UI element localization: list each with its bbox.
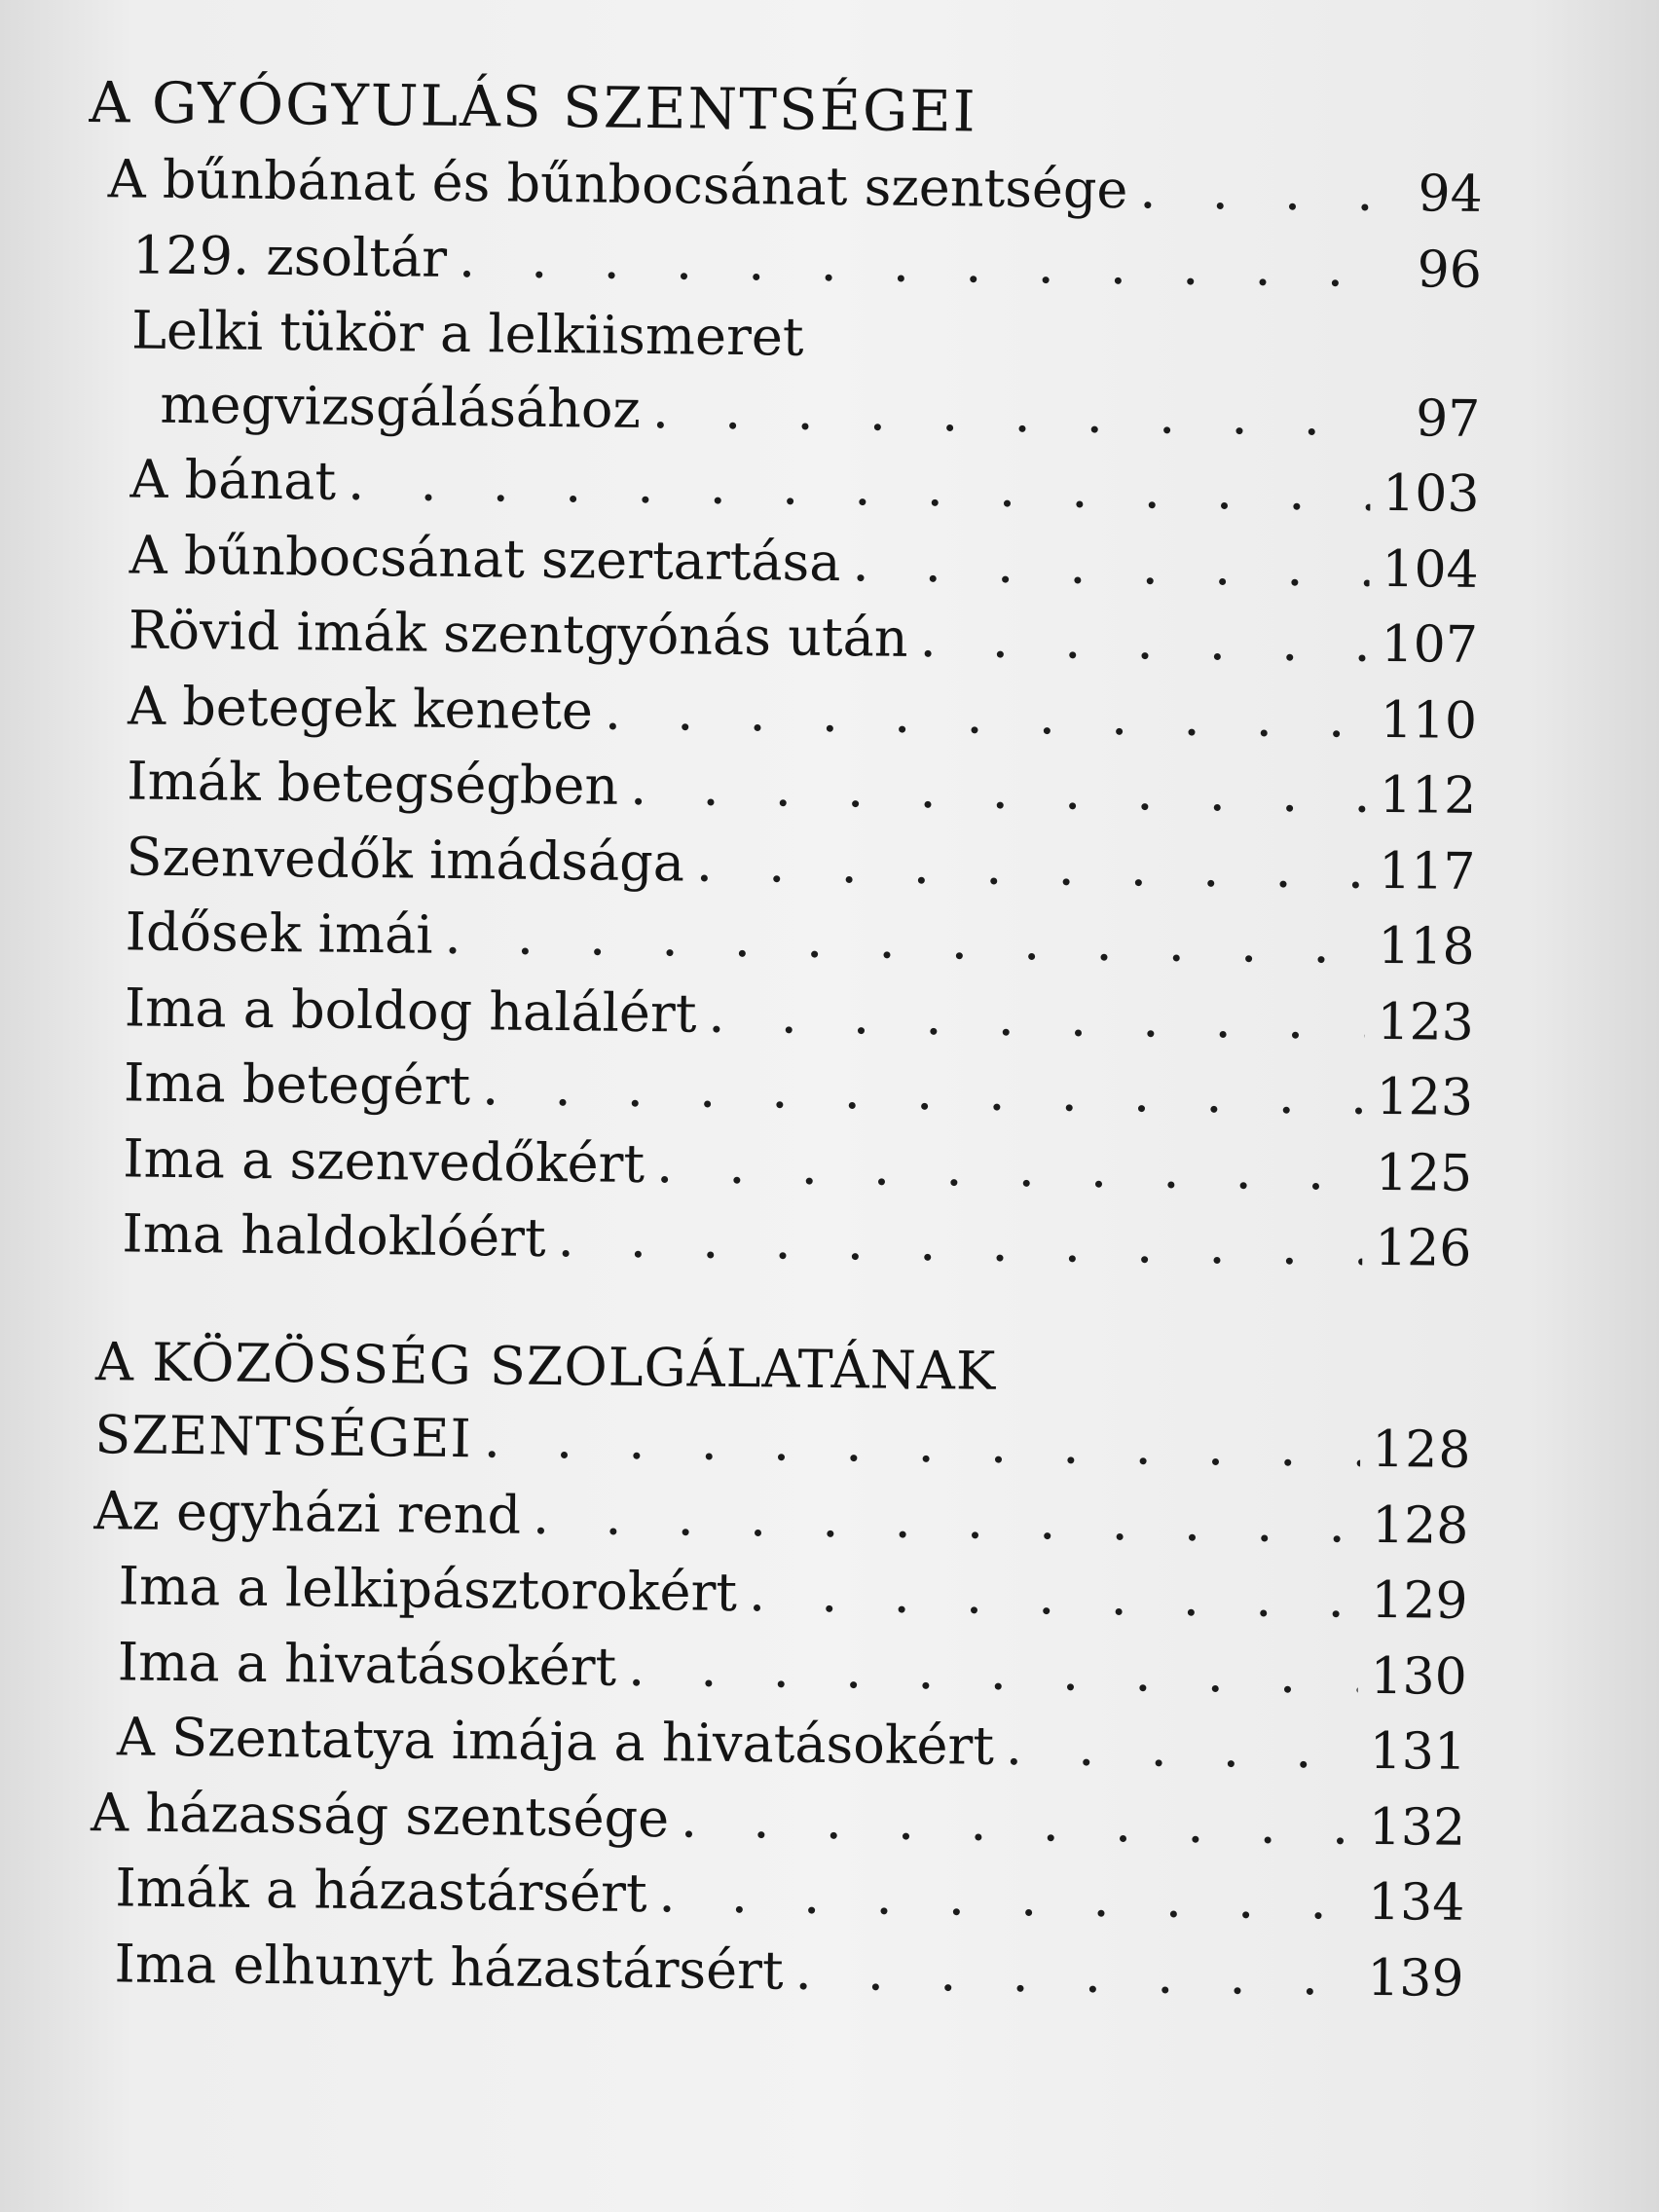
toc-entry	[73, 1549, 1468, 1639]
toc-entry-label: Imák a házastársért	[115, 1857, 647, 1925]
dot-leader	[696, 826, 1367, 906]
dot-leader	[681, 1782, 1357, 1862]
toc-entry	[83, 668, 1478, 757]
toc-entry-label: Ima betegért	[123, 1051, 471, 1118]
toc-entry-label: Ima a szenvedőkért	[122, 1126, 645, 1195]
toc-entry	[69, 1926, 1464, 2015]
toc-entry-label: A bűnbánat és bűnbocsánat szentsége	[107, 148, 1128, 221]
toc-entry-label: A bűnbocsánat szertartása	[129, 523, 841, 593]
toc-entry-label: Ima a lelkipásztorokért	[118, 1555, 738, 1624]
toc-page-number: 129	[1371, 1570, 1468, 1631]
dot-leader	[444, 899, 1366, 981]
dot-leader	[794, 1934, 1355, 2013]
dot-leader	[852, 526, 1370, 605]
toc-entry-label: Ima haldoklóért	[122, 1202, 546, 1269]
toc-entry-label: 129. zsoltár	[131, 223, 448, 289]
toc-page-number: 117	[1378, 841, 1476, 902]
toc-page-number: 132	[1368, 1797, 1466, 1858]
section-title-healing-sacraments: A GYÓGYULÁS SZENTSÉGEI	[89, 68, 977, 145]
toc-entry	[72, 1700, 1467, 1789]
dot-leader	[605, 674, 1369, 756]
toc-page-number: 107	[1381, 614, 1479, 675]
dot-leader	[919, 602, 1369, 680]
toc-entry	[72, 1624, 1467, 1714]
dot-leader	[483, 1402, 1360, 1485]
toc-entry	[77, 1197, 1472, 1286]
toc-entry	[79, 970, 1474, 1059]
dot-leader	[708, 977, 1365, 1057]
toc-page-number: 110	[1380, 690, 1478, 751]
dot-leader	[656, 1127, 1364, 1208]
toc-entry	[81, 819, 1476, 908]
dot-leader	[1139, 153, 1374, 229]
dot-leader	[557, 1201, 1363, 1283]
toc-page-number: 125	[1375, 1143, 1473, 1203]
toc-page-number: 96	[1417, 240, 1483, 300]
toc-page-number: 94	[1418, 165, 1484, 224]
toc-entry-section-title-line2	[75, 1398, 1470, 1488]
toc-entry-label: Az egyházi rend	[93, 1479, 522, 1546]
toc-entry-label: megvizsgálásához	[160, 373, 642, 440]
toc-entry-label: A bánat	[129, 448, 337, 512]
toc-entry	[86, 366, 1481, 456]
toc-page-number: 123	[1376, 1067, 1474, 1127]
toc-entry-label: Ima a hivatásokért	[117, 1630, 617, 1698]
toc-entry	[70, 1851, 1465, 1940]
toc-entry-label: Imák betegségben	[127, 750, 619, 817]
toc-page-number: 112	[1379, 765, 1477, 826]
dot-leader	[652, 373, 1372, 454]
dot-leader	[348, 445, 1371, 529]
toc-page-number: 104	[1382, 539, 1479, 600]
toc-page-number: 134	[1367, 1872, 1465, 1933]
toc-page-number: 126	[1374, 1218, 1472, 1278]
toc-entry-label: A Szentatya imája a hivatásokért	[116, 1706, 995, 1777]
toc-entry	[84, 593, 1479, 682]
toc-page-number: 103	[1382, 463, 1480, 524]
toc-entry	[80, 895, 1475, 984]
toc-entry	[74, 1473, 1469, 1563]
dot-leader	[482, 1050, 1365, 1132]
table-of-contents	[69, 68, 1484, 2016]
toc-entry-penance	[88, 142, 1483, 232]
toc-entry	[88, 217, 1483, 307]
toc-entry-label: SZENTSÉGEI	[93, 1404, 473, 1470]
toc-entry	[71, 1775, 1466, 1864]
dot-leader	[630, 750, 1368, 830]
toc-entry-label: Rövid imák szentgyónás után	[128, 599, 908, 669]
dot-leader	[1006, 1710, 1358, 1787]
section-title-community-sacraments: A KÖZÖSSÉG SZOLGÁLATÁNAK	[94, 1330, 997, 1402]
toc-entry	[78, 1121, 1473, 1210]
toc-entry-label: Idősek imái	[125, 901, 433, 966]
toc-entry-label: A házasság szentsége	[90, 1781, 670, 1849]
toc-entry-label: Szenvedők imádsága	[126, 825, 685, 893]
dot-leader	[658, 1857, 1356, 1937]
dot-leader	[749, 1556, 1359, 1636]
toc-page-number: 97	[1415, 388, 1481, 449]
toc-entry	[79, 1046, 1474, 1135]
toc-entry-label-line: Lelki tükör a lelkiismeret	[130, 299, 804, 368]
toc-page-number: 123	[1377, 992, 1475, 1052]
toc-entry	[84, 517, 1479, 607]
toc-page-number: 128	[1371, 1419, 1472, 1480]
dot-leader	[533, 1478, 1360, 1560]
dot-leader	[628, 1630, 1358, 1711]
toc-page-number: 139	[1366, 1948, 1464, 2009]
toc-page-number: 118	[1378, 916, 1475, 977]
toc-entry	[82, 744, 1477, 833]
toc-page-number: 130	[1370, 1646, 1468, 1707]
toc-entry	[85, 442, 1480, 532]
toc-entry-label: A betegek kenete	[127, 674, 594, 741]
toc-page-number: 128	[1371, 1495, 1469, 1556]
toc-page-number: 131	[1369, 1721, 1467, 1782]
toc-entry-label: Ima elhunyt házastársért	[114, 1932, 784, 2002]
dot-leader	[459, 221, 1374, 304]
toc-entry-label: Ima a boldog halálért	[124, 976, 697, 1045]
